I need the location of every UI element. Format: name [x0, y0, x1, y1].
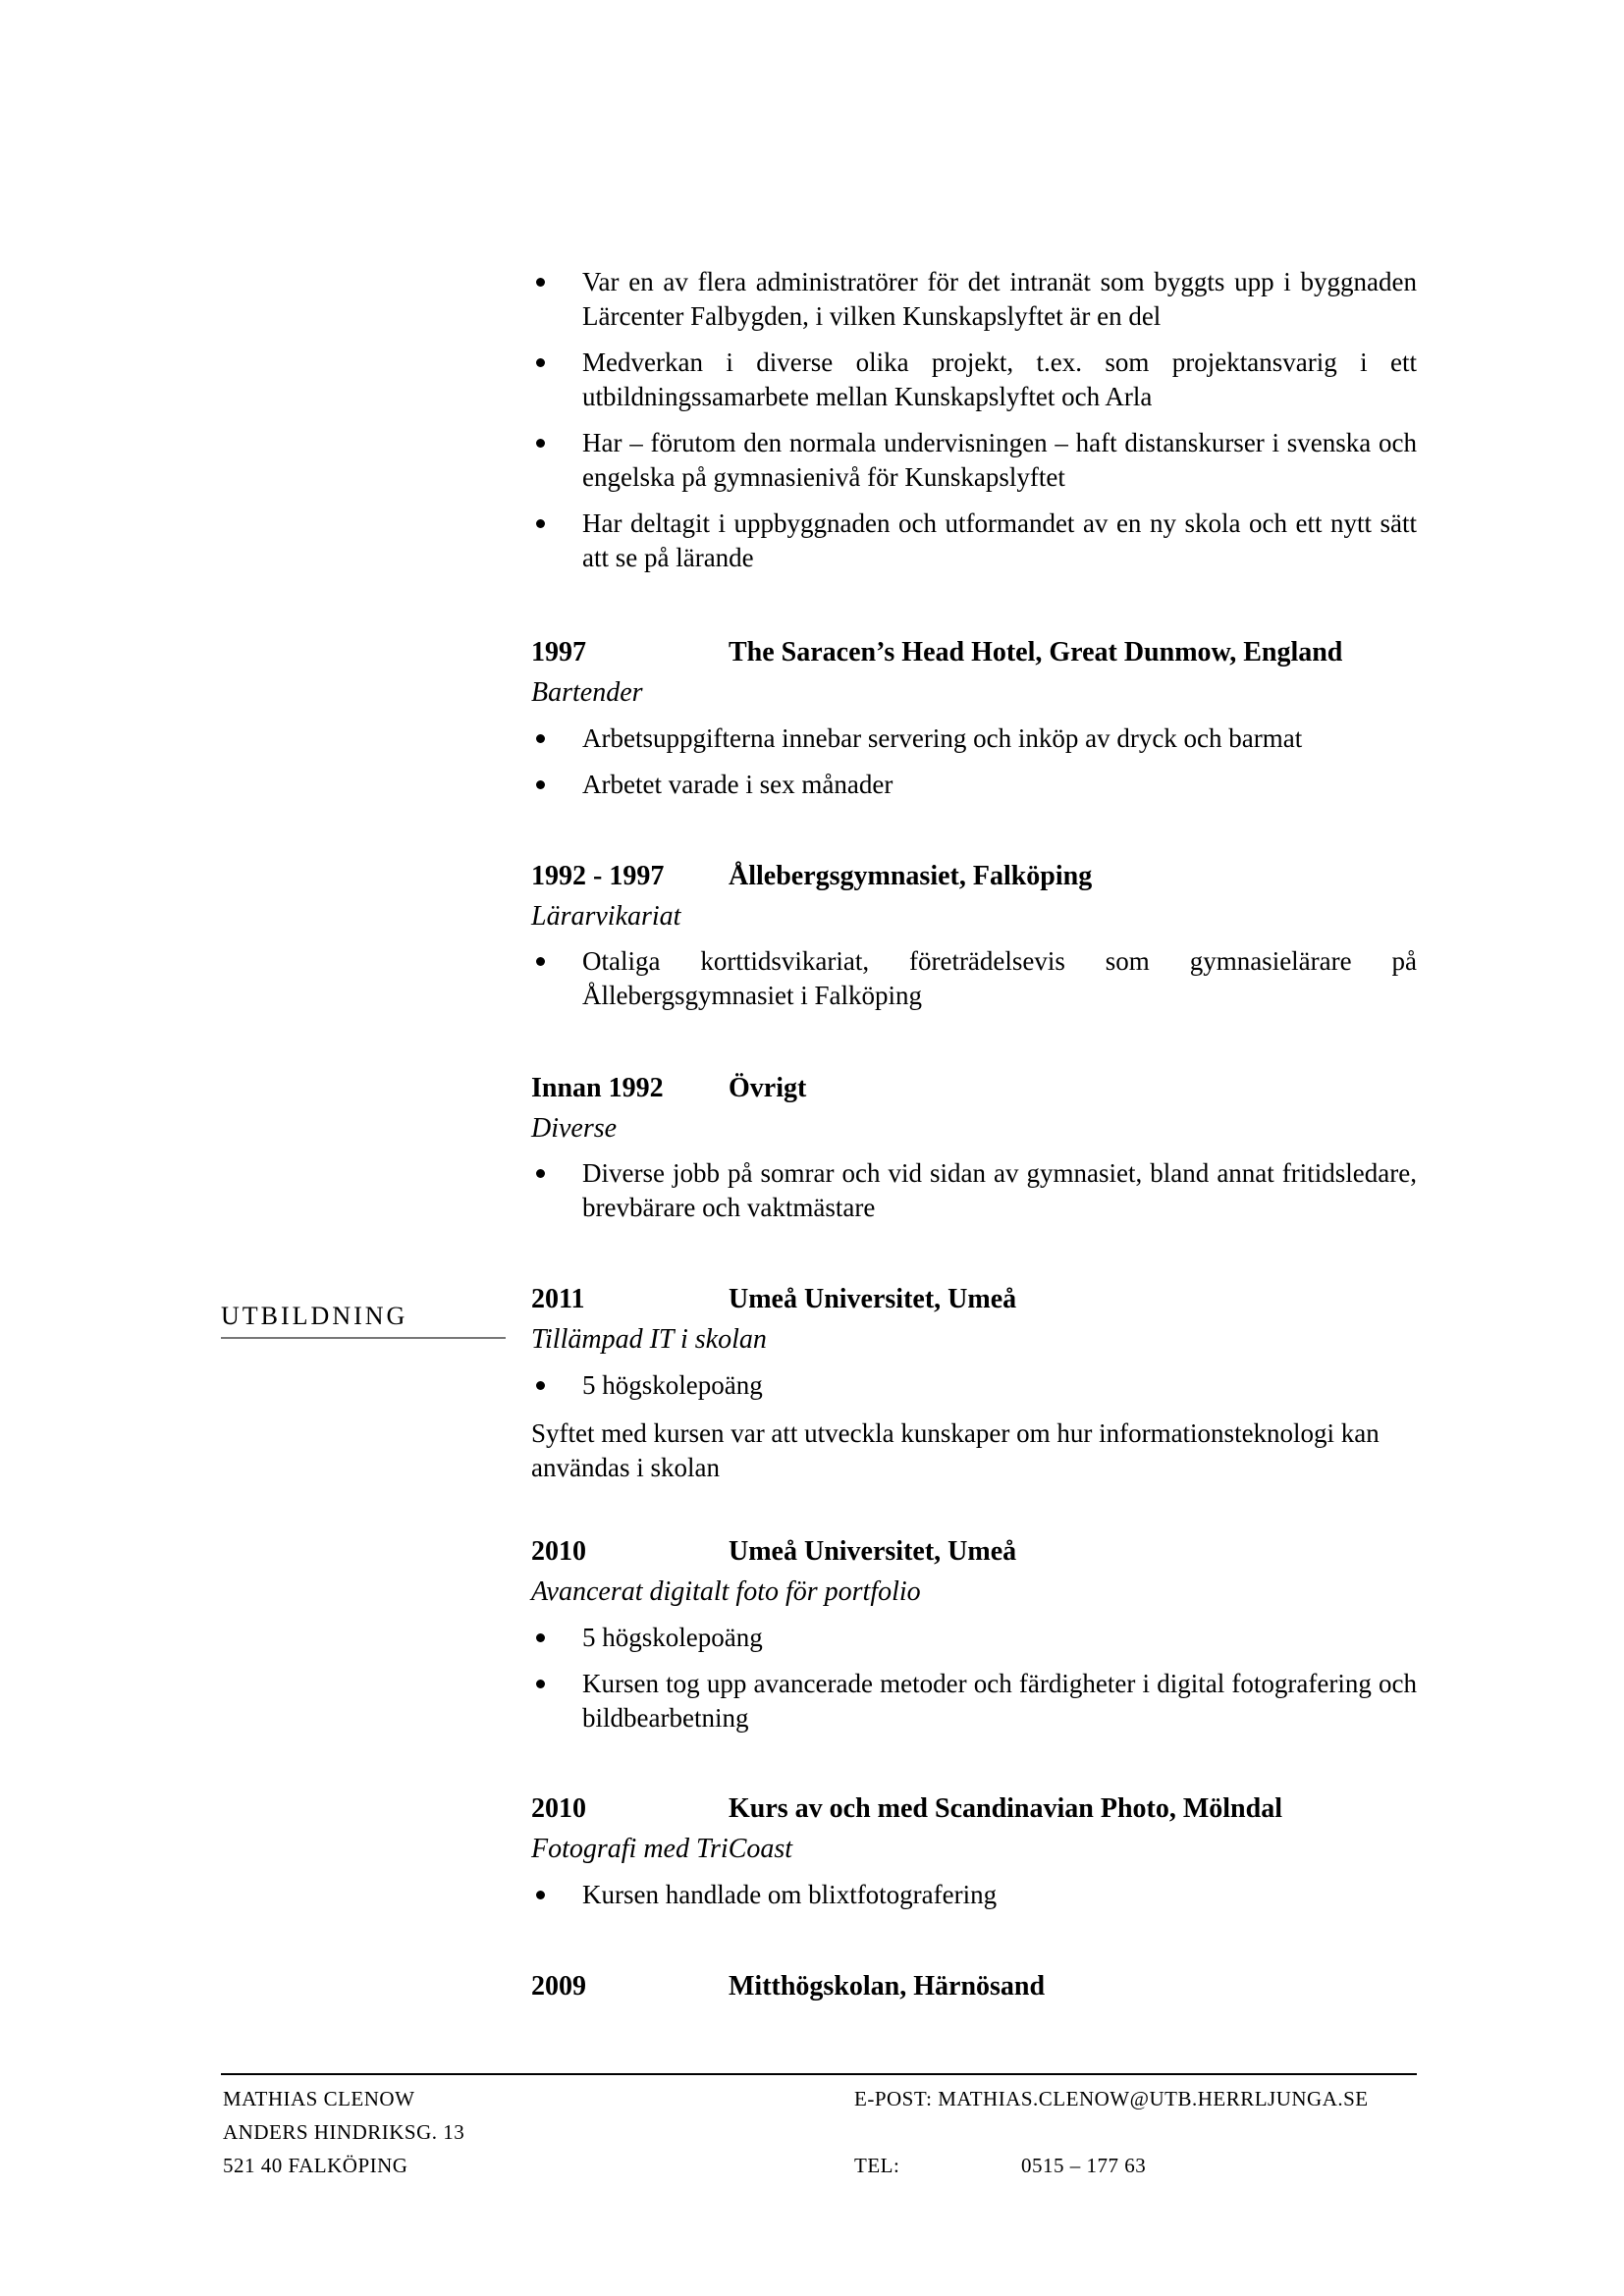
list-item: Arbetet varade i sex månader	[531, 768, 1417, 802]
list-item: Medverkan i diverse olika projekt, t.ex. som projektansvarig i ett utbildningssamarbete mellan Kunskapslyftet och Arla	[531, 346, 1417, 414]
list-item: Kursen tog upp avancerade metoder och färdigheter i digital fotografering och bildbearbetning	[531, 1667, 1417, 1735]
list-item: Kursen handlade om blixtfotografering	[531, 1878, 1417, 1912]
entry-organization: Kurs av och med Scandinavian Photo, Mölndal	[729, 1793, 1282, 1824]
top-bullet-list	[531, 265, 1417, 587]
entry-bullet-list	[531, 1156, 1417, 1237]
list-item: Har deltagit i uppbyggnaden och utformandet av en ny skola och ett nytt sätt att se på lärande	[531, 507, 1417, 575]
section-label-utbildning: UTBILDNING	[221, 1302, 506, 1339]
entry-paragraph: Syftet med kursen var att utveckla kunskaper om hur informationsteknologi kan användas i skolan	[531, 1418, 1380, 1482]
entry-period: 2009	[531, 1971, 586, 2002]
entry-role: Fotografi med TriCoast	[531, 1834, 793, 1864]
footer-divider	[221, 2073, 1417, 2075]
entry-role: Avancerat digitalt foto för portfolio	[531, 1576, 921, 1607]
entry-organization: The Saracen’s Head Hotel, Great Dunmow, England	[729, 637, 1343, 667]
footer-city: 521 40 FALKÖPING	[223, 2154, 408, 2177]
entry-bullet-list	[531, 1368, 1417, 1415]
entry-period: 1997	[531, 637, 586, 667]
entry-organization: Umeå Universitet, Umeå	[729, 1536, 1017, 1567]
entry-organization: Mitthögskolan, Härnösand	[729, 1971, 1046, 2002]
entry-organization: Ållebergsgymnasiet, Falköping	[729, 861, 1093, 891]
entry-period: 2010	[531, 1536, 586, 1567]
entry-role: Bartender	[531, 677, 643, 708]
list-item: Otaliga korttidsvikariat, företrädelsevis som gymnasielärare på Ållebergsgymnasiet i Falköping	[531, 944, 1417, 1013]
entry-organization: Umeå Universitet, Umeå	[729, 1284, 1017, 1314]
entry-role: Lärarvikariat	[531, 901, 681, 932]
entry-role: Tillämpad IT i skolan	[531, 1324, 767, 1355]
footer-name: MATHIAS CLENOW	[223, 2087, 415, 2110]
list-item: Har – förutom den normala undervisningen – haft distanskurser i svenska och engelska på gymnasienivå för Kunskapslyftet	[531, 426, 1417, 495]
footer-tel-value: 0515 – 177 63	[1021, 2154, 1147, 2177]
entry-period: 2010	[531, 1793, 586, 1824]
list-item: Var en av flera administratörer för det intranät som byggts upp i byggnaden Lärcenter Falbygden, i vilken Kunskapslyftet är en del	[531, 265, 1417, 334]
list-item: Arbetsuppgifterna innebar servering och inköp av dryck och barmat	[531, 721, 1417, 756]
footer-tel-label: TEL:	[854, 2154, 900, 2177]
footer-street: ANDERS HINDRIKSG. 13	[223, 2120, 465, 2144]
entry-role: Diverse	[531, 1113, 618, 1144]
entry-bullet-list	[531, 1621, 1417, 1747]
entry-organization: Övrigt	[729, 1073, 807, 1103]
entry-period: 2011	[531, 1284, 585, 1314]
list-item: 5 högskolepoäng	[531, 1368, 1417, 1403]
list-item: Diverse jobb på somrar och vid sidan av gymnasiet, bland annat fritidsledare, brevbärare och vaktmästare	[531, 1156, 1417, 1225]
entry-bullet-list	[531, 1878, 1417, 1924]
footer-email: E-POST: MATHIAS.CLENOW@UTB.HERRLJUNGA.SE	[854, 2087, 1369, 2110]
entry-period: 1992 - 1997	[531, 861, 665, 891]
entry-bullet-list	[531, 721, 1417, 814]
entry-bullet-list	[531, 944, 1417, 1025]
entry-period: Innan 1992	[531, 1073, 664, 1103]
list-item: 5 högskolepoäng	[531, 1621, 1417, 1655]
